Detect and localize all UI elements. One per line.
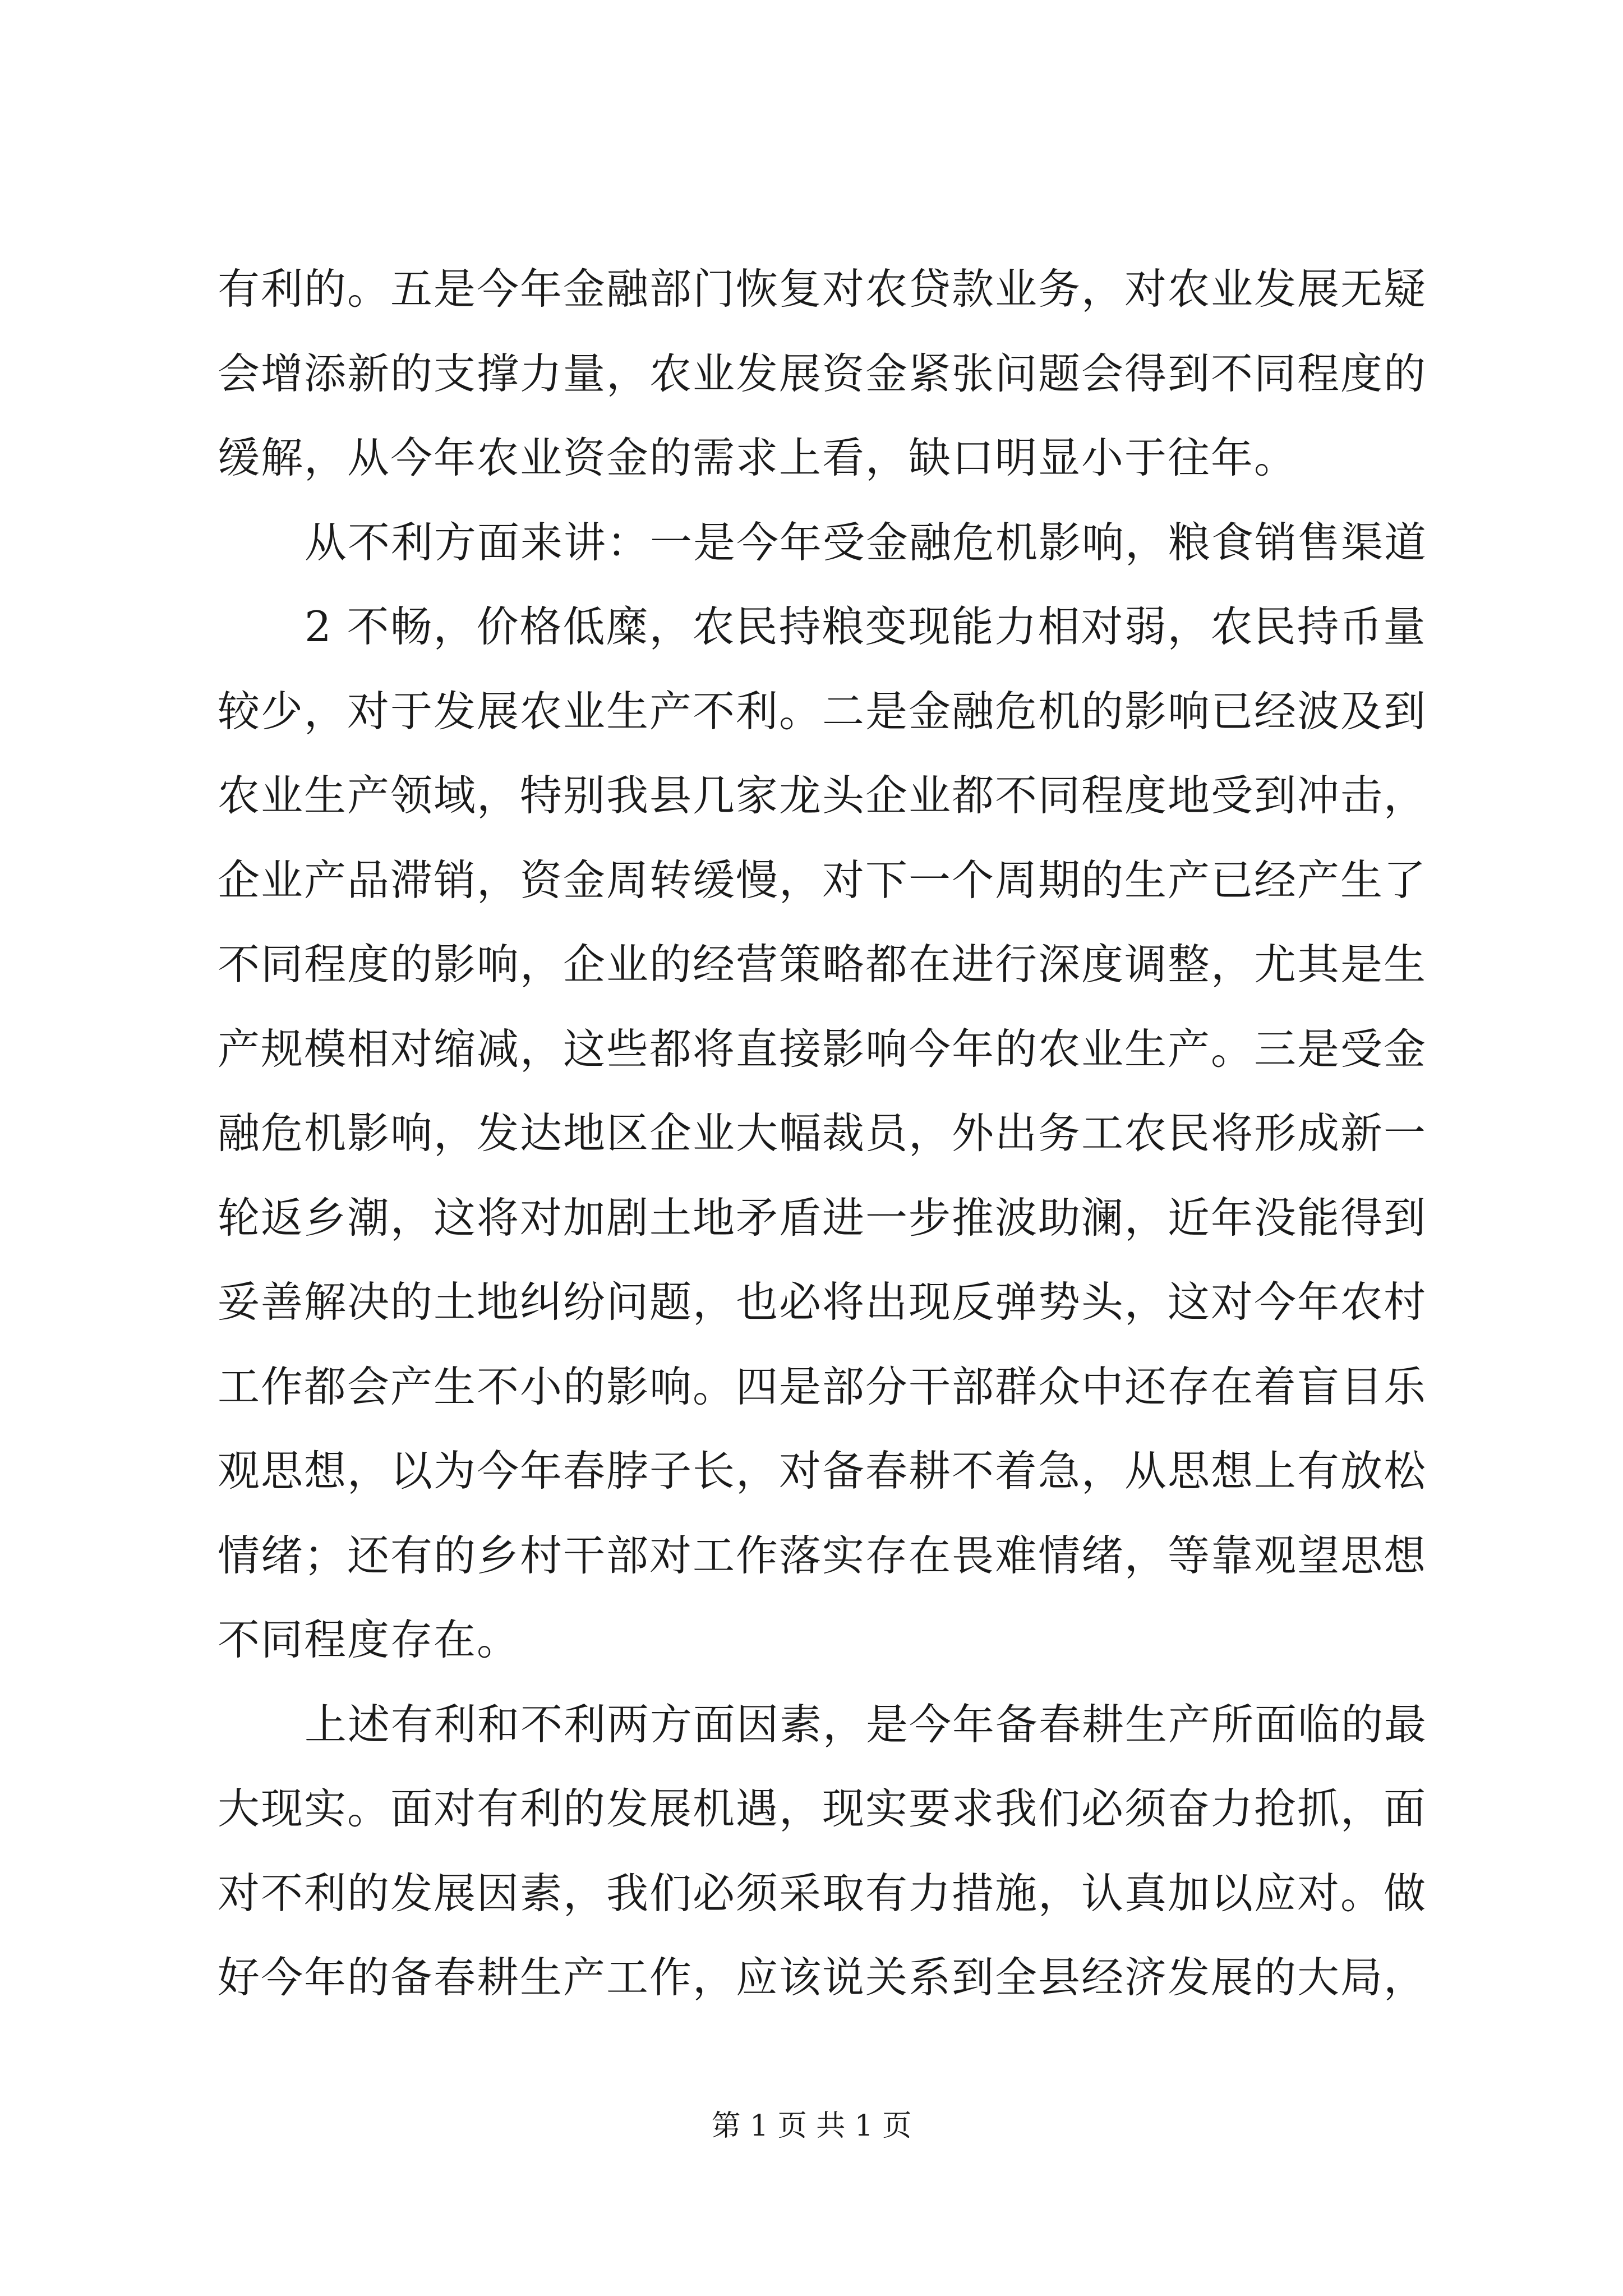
text-line: 会增添新的支撑力量，农业发展资金紧张问题会得到不同程度的 — [218, 348, 1427, 398]
text-line: 观思想，以为今年春脖子长，对备春耕不着急，从思想上有放松 — [218, 1446, 1427, 1496]
text-line: 情绪；还有的乡村干部对工作落实存在畏难情绪，等靠观望思想 — [218, 1530, 1427, 1580]
text-line: 对不利的发展因素，我们必须采取有力措施，认真加以应对。做 — [218, 1868, 1427, 1918]
text-line: 农业生产领域，特别我县几家龙头企业都不同程度地受到冲击， — [218, 771, 1427, 820]
text-line: 2 不畅，价格低糜，农民持粮变现能力相对弱，农民持币量 — [305, 602, 1427, 651]
text-line: 轮返乡潮，这将对加剧土地矛盾进一步推波助澜，近年没能得到 — [218, 1193, 1427, 1243]
text-line: 有利的。五是今年金融部门恢复对农贷款业务，对农业发展无疑 — [218, 264, 1427, 314]
text-line: 企业产品滞销，资金周转缓慢，对下一个周期的生产已经产生了 — [218, 855, 1427, 905]
paragraph-start-line: 从不利方面来讲：一是今年受金融危机影响，粮食销售渠道 — [305, 517, 1428, 567]
text-line: 好今年的备春耕生产工作，应该说关系到全县经济发展的大局， — [218, 1953, 1427, 2002]
text-line: 缓解，从今年农业资金的需求上看，缺口明显小于往年。 — [218, 433, 1298, 482]
text-line: 大现实。面对有利的发展机遇，现实要求我们必须奋力抢抓，面 — [218, 1784, 1427, 1833]
text-line: 妥善解决的土地纠纷问题，也必将出现反弹势头，这对今年农村 — [218, 1277, 1427, 1327]
text-line: 产规模相对缩减，这些都将直接影响今年的农业生产。三是受金 — [218, 1024, 1427, 1074]
text-line: 融危机影响，发达地区企业大幅裁员，外出务工农民将形成新一 — [218, 1108, 1427, 1158]
page-number-label: 第 1 页 共 1 页 — [711, 2109, 912, 2143]
text-line: 较少，对于发展农业生产不利。二是金融危机的影响已经波及到 — [218, 686, 1427, 736]
paragraph-start-line: 上述有利和不利两方面因素，是今年备春耕生产所面临的最 — [305, 1699, 1428, 1749]
document-body — [218, 247, 1428, 2020]
text-line: 不同程度存在。 — [218, 1615, 520, 1664]
text-line: 不同程度的影响，企业的经营策略都在进行深度调整，尤其是生 — [218, 940, 1427, 989]
page-footer — [0, 2104, 1623, 2148]
text-line: 工作都会产生不小的影响。四是部分干部群众中还存在着盲目乐 — [218, 1361, 1427, 1411]
